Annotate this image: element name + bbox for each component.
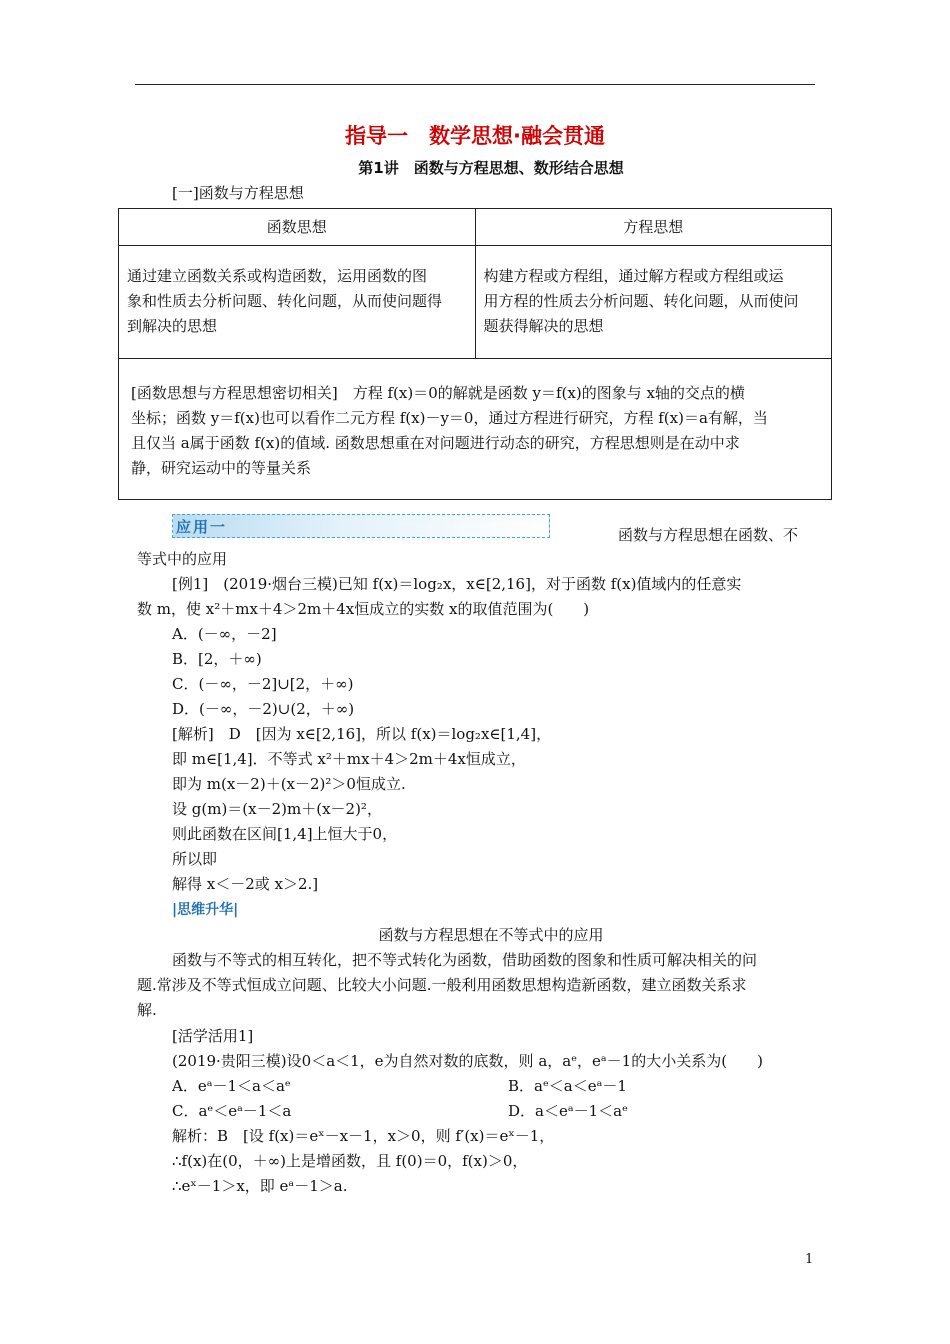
insight-line: 函数与不等式的相互转化，把不等式转化为函数，借助函数的图象和性质可解决相关的问 [172,951,758,969]
option-c: C．(－∞，－2]∪[2，＋∞) [172,675,354,693]
lesson-subtitle: 第1讲 函数与方程思想、数形结合思想 [358,159,624,177]
practice-option-b: B．aᵉ＜a＜eᵃ－1 [508,1077,627,1095]
practice-option-a: A．eᵃ－1＜a＜aᵉ [172,1077,291,1095]
cell-line: 静，研究运动中的等量关系 [131,459,312,477]
practice-solution: ∴eˣ－1＞x，即 eᵃ－1＞a. [172,1177,348,1195]
cell-line: 且仅当 a属于函数 f(x)的值域. 函数思想重在对问题进行动态的研究，方程思想则是在动中求 [131,434,740,452]
relation-cell [119,359,832,500]
equation-thought-cell [475,246,832,359]
solution-line: 即为 m(x－2)＋(x－2)²＞0恒成立. [172,775,406,793]
application-tag: 应用一 [176,518,228,536]
insight-title: 函数与方程思想在不等式中的应用 [378,926,604,944]
example-line: 数 m，使 x²＋mx＋4＞2m＋4x恒成立的实数 x的取值范围为( ) [137,600,590,618]
solution-line: 设 g(m)＝(x－2)m＋(x－2)²， [172,800,382,818]
cell-line: 用方程的性质去分析问题、转化问题，从而使问 [483,292,799,310]
solution-line: 则此函数在区间[1,4]上恒大于0， [172,825,398,843]
solution-line: 即 m∈[1,4]．不等式 x²＋mx＋4＞2m＋4x恒成立， [172,750,526,768]
solution-line: [解析] D [因为 x∈[2,16]，所以 f(x)＝log₂x∈[1,4]， [172,725,552,743]
insight-line: 题.常涉及不等式恒成立问题、比较大小问题.一般利用函数思想构造新函数，建立函数关系求 [137,976,747,994]
cell-line: 象和性质去分析问题、转化问题，从而使问题得 [127,292,443,310]
page-number: 1 [805,1252,814,1267]
option-d: D．(－∞，－2)∪(2，＋∞) [172,700,355,718]
option-a: A．(－∞，－2] [172,625,277,643]
function-thought-cell [119,246,476,359]
col-header-equation: 方程思想 [475,209,832,246]
solution-line: 解得 x＜－2或 x＞2.] [172,875,319,893]
practice-question: (2019·贵阳三模)设0＜a＜1，e为自然对数的底数，则 a，aᵉ，eᵃ－1的大小关系为( ) [172,1052,763,1070]
practice-solution: 解析：B [设 f(x)＝eˣ－x－1，x＞0，则 f′(x)＝eˣ－1， [172,1127,555,1145]
practice-option-d: D．a＜eᵃ－1＜aᵉ [508,1102,628,1120]
cell-line: [函数思想与方程思想密切相关] 方程 f(x)＝0的解就是函数 y＝f(x)的图象与 x轴的交点的横 [131,384,745,402]
page-title: 指导一 数学思想·融会贯通 [345,124,605,148]
cell-line: 坐标；函数 y＝f(x)也可以看作二元方程 f(x)－y＝0，通过方程进行研究，方程 f(x)＝a有解，当 [131,409,768,427]
insight-tag: |思维升华| [172,902,239,918]
section-label: [一]函数与方程思想 [172,184,304,202]
cell-line: 题获得解决的思想 [483,317,604,335]
cell-line: 通过建立函数关系或构造函数，运用函数的图 [127,267,428,285]
function-equation-table [118,208,832,500]
solution-line: 所以即 [172,850,218,868]
insight-line: 解. [137,1001,157,1019]
practice-option-c: C．aᵉ＜eᵃ－1＜a [172,1102,292,1120]
header-rule [135,84,815,85]
practice-label: [活学活用1] [172,1027,254,1045]
option-b: B．[2，＋∞) [172,650,262,668]
application-title: 函数与方程思想在函数、不 [618,526,799,544]
application-title-cont: 等式中的应用 [137,550,228,568]
application-tag-box [172,514,550,538]
practice-solution: ∴f(x)在(0，＋∞)上是增函数，且 f(0)＝0，f(x)＞0， [172,1152,528,1170]
example-line: [例1] (2019·烟台三模)已知 f(x)＝log₂x，x∈[2,16]，对于函数 f(x)值域内的任意实 [172,575,742,593]
cell-line: 构建方程或方程组，通过解方程或方程组或运 [483,267,784,285]
col-header-function: 函数思想 [119,209,476,246]
cell-line: 到解决的思想 [127,317,218,335]
